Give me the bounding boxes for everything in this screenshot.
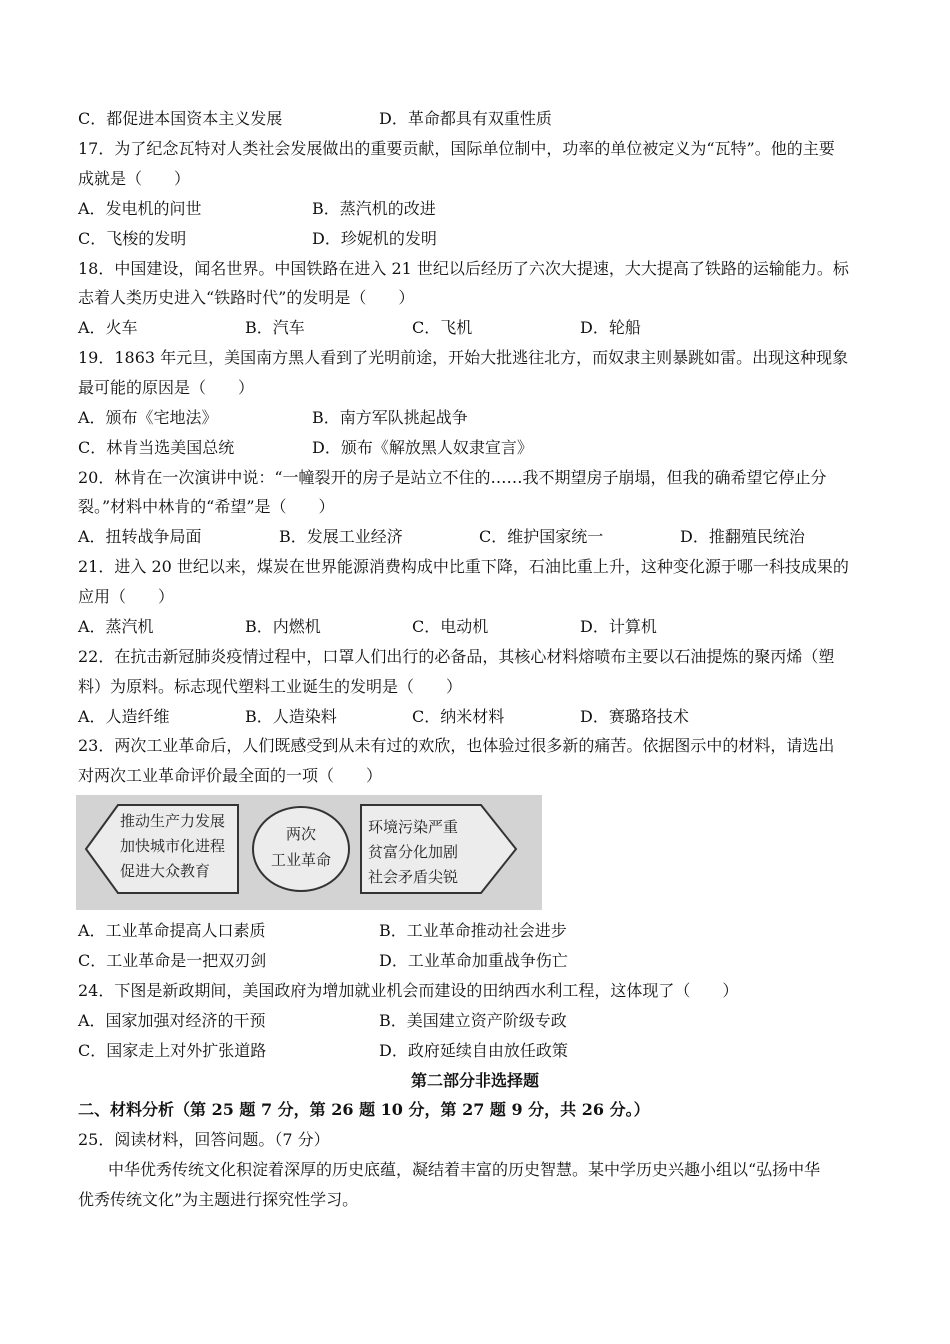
q22-option-b: B．人造染料 [245, 707, 337, 726]
figure-center-line1: 两次 [286, 825, 317, 843]
q20-option-d: D．推翻殖民统治 [680, 527, 805, 546]
q22-stem-line1: 22．在抗击新冠肺炎疫情过程中，口罩人们出行的必备品，其核心材料熔喷布主要以石油提炼的聚丙烯（塑 [78, 647, 835, 666]
q18-stem-line1: 18．中国建设，闻名世界。中国铁路在进入 21 世纪以后经历了六次大提速，大大提高了铁路的运输能力。标 [78, 259, 849, 278]
q23-option-d: D．工业革命加重战争伤亡 [379, 951, 568, 970]
q23-option-c: C．工业革命是一把双刃剑 [78, 951, 267, 970]
q17-option-d: D．珍妮机的发明 [312, 229, 437, 248]
q16-option-d: D．革命都具有双重性质 [379, 109, 552, 128]
q22-stem-line2: 料）为原料。标志现代塑料工业诞生的发明是（ ） [78, 677, 463, 696]
q19-stem-line2: 最可能的原因是（ ） [78, 378, 255, 397]
q22-option-d: D．赛璐珞技术 [580, 707, 689, 726]
figure-left-line2: 加快城市化进程 [120, 837, 226, 855]
q18-option-c: C．飞机 [412, 318, 473, 337]
figure-right-line1: 环境污染严重 [368, 818, 459, 836]
q18-stem-line2: 志着人类历史进入“铁路时代”的发明是（ ） [78, 288, 415, 307]
industrial-revolution-figure [76, 795, 542, 910]
q18-option-a: A．火车 [78, 318, 138, 337]
figure-right-line3: 社会矛盾尖锐 [368, 868, 459, 886]
section-heading: 二、材料分析（第 25 题 7 分，第 26 题 10 分，第 27 题 9 分，共 26 分。） [78, 1100, 650, 1119]
q17-option-c: C．飞梭的发明 [78, 229, 187, 248]
q24-stem-line1: 24．下图是新政期间，美国政府为增加就业机会而建设的田纳西水利工程，这体现了（ ） [78, 981, 739, 1000]
q21-option-c: C．电动机 [412, 617, 489, 636]
q19-option-a: A．颁布《宅地法》 [78, 408, 218, 427]
q19-option-d: D．颁布《解放黑人奴隶宣言》 [312, 438, 533, 457]
q16-option-c: C．都促进本国资本主义发展 [78, 109, 283, 128]
figure-center-line2: 工业革命 [271, 851, 332, 869]
q20-stem-line2: 裂。”材料中林肯的“希望”是（ ） [78, 497, 335, 516]
q24-option-a: A．国家加强对经济的干预 [78, 1011, 266, 1030]
q23-stem-line1: 23．两次工业革命后，人们既感受到从未有过的欢欣，也体验过很多新的痛苦。依据图示中的材料，请选出 [78, 736, 835, 755]
q21-option-b: B．内燃机 [245, 617, 321, 636]
q20-stem-line1: 20．林肯在一次演讲中说：“一幢裂开的房子是站立不住的……我不期望房子崩塌，但我的确希望它停止分 [78, 468, 827, 487]
q19-stem-line1: 19．1863 年元旦，美国南方黑人看到了光明前途，开始大批逃往北方，而奴隶主则暴跳如雷。出现这种现象 [78, 348, 849, 367]
q23-stem-line2: 对两次工业革命评价最全面的一项（ ） [78, 766, 383, 785]
figure-right-line2: 贫富分化加剧 [368, 843, 459, 861]
q21-option-d: D．计算机 [580, 617, 657, 636]
q25-material-line1: 中华优秀传统文化积淀着深厚的历史底蕴，凝结着丰富的历史智慧。某中学历史兴趣小组以“弘扬中华 [108, 1160, 821, 1179]
q19-option-b: B．南方军队挑起战争 [312, 408, 468, 427]
q18-option-b: B．汽车 [245, 318, 305, 337]
figure-left-line1: 推动生产力发展 [120, 812, 226, 830]
q18-option-d: D．轮船 [580, 318, 641, 337]
q22-option-c: C．纳米材料 [412, 707, 505, 726]
q23-option-b: B．工业革命推动社会进步 [379, 921, 567, 940]
part2-title: 第二部分非选择题 [410, 1071, 539, 1090]
q20-option-a: A．扭转战争局面 [78, 527, 202, 546]
q21-stem-line1: 21．进入 20 世纪以来，煤炭在世界能源消费构成中比重下降，石油比重上升，这种变化源于哪一科技成果的 [78, 557, 849, 576]
q21-stem-line2: 应用（ ） [78, 587, 175, 606]
q17-stem-line1: 17．为了纪念瓦特对人类社会发展做出的重要贡献，国际单位制中，功率的单位被定义为“瓦特”。他的主要 [78, 139, 835, 158]
q22-option-a: A．人造纤维 [78, 707, 170, 726]
q20-option-c: C．维护国家统一 [479, 527, 604, 546]
industrial-revolution-diagram [76, 795, 542, 910]
q21-option-a: A．蒸汽机 [78, 617, 154, 636]
q24-option-d: D．政府延续自由放任政策 [379, 1041, 568, 1060]
q17-option-a: A．发电机的问世 [78, 199, 202, 218]
q24-option-c: C．国家走上对外扩张道路 [78, 1041, 267, 1060]
q25-stem: 25．阅读材料，回答问题。（7 分） [78, 1130, 330, 1149]
q25-material-line2: 优秀传统文化”为主题进行探究性学习。 [78, 1190, 359, 1209]
figure-left-line3: 促进大众教育 [120, 862, 211, 880]
q17-option-b: B．蒸汽机的改进 [312, 199, 436, 218]
q20-option-b: B．发展工业经济 [279, 527, 403, 546]
q19-option-c: C．林肯当选美国总统 [78, 438, 235, 457]
q23-option-a: A．工业革命提高人口素质 [78, 921, 266, 940]
q17-stem-line2: 成就是（ ） [78, 169, 191, 188]
q24-option-b: B．美国建立资产阶级专政 [379, 1011, 567, 1030]
